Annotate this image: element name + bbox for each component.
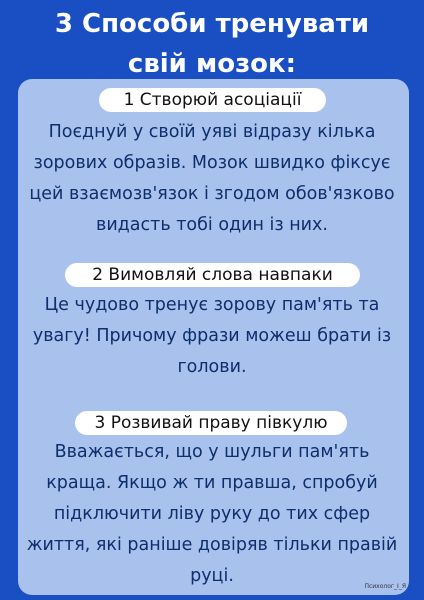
section-1-line: Поєднуй у своїй уяві відразу кілька [48,122,376,142]
section-3-line: краща. Якщо ж ти правша, спробуй [46,473,378,493]
page-title-line-2: свій мозок: [127,49,297,79]
section-2-heading: 2 Вимовляй слова навпаки [65,263,360,287]
section-2-line: голови. [177,357,247,377]
page-title-line-1: 3 Способи тренувати [54,9,370,39]
section-1-text [0,117,424,241]
section-1-heading: 1 Створюй асоціації [99,88,326,112]
section-3-line: підключити ліву руку до тих сфер [53,504,371,524]
section-2-line: увагу! Причому фрази можеш брати із [32,326,392,346]
section-3-line: руці. [190,566,234,586]
section-2-line: Це чудово тренує зорову пам'ять та [44,295,380,315]
section-2-text [0,290,424,383]
section-1-line: цей взаємозв'язок і згодом обов'язково [29,184,395,204]
section-3-heading: 3 Розвивай праву півкулю [75,411,347,435]
section-1-line: видасть тобі один із них. [96,215,328,235]
section-1-line: зорових образів. Мозок швидко фіксує [33,153,391,173]
section-3-line: життя, які раніше довіряв тільки правій [26,535,398,555]
section-3-text [0,437,424,592]
section-3-line: Вважається, що у шульги пам'ять [54,442,370,462]
author-credit: Психолог_І_Я [364,583,406,590]
